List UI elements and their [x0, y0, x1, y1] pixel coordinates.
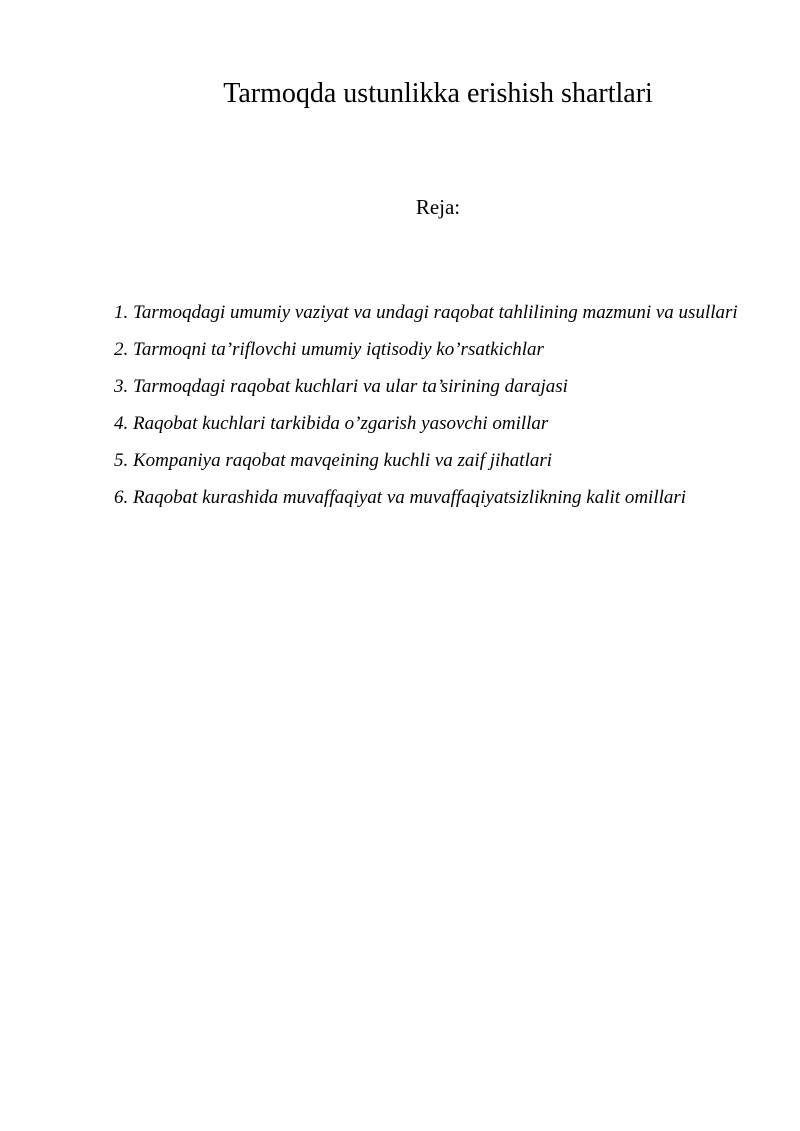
plan-item-number: 5. — [114, 450, 129, 471]
plan-item-text: Raqobat kuchlari tarkibida o’zgarish yasovchi omillar — [133, 413, 549, 434]
plan-item-number: 4. — [114, 413, 129, 434]
plan-item-number: 2. — [114, 339, 129, 360]
plan-item-4 — [114, 405, 744, 442]
plan-item-number: 6. — [114, 487, 129, 508]
plan-item-text: Tarmoqdagi raqobat kuchlari va ular ta’sirining darajasi — [133, 376, 568, 397]
plan-item-3 — [114, 368, 744, 405]
plan-item-5 — [114, 442, 744, 479]
plan-heading: Reja: — [415, 195, 461, 219]
plan-item-2 — [114, 331, 744, 368]
plan-item-text: Tarmoqdagi umumiy vaziyat va undagi raqobat tahlilining mazmuni va usullari — [133, 302, 738, 323]
plan-item-text: Tarmoqni ta’riflovchi umumiy iqtisodiy ko’rsatkichlar — [133, 339, 544, 360]
plan-item-text: Raqobat kurashida muvaffaqiyat va muvaffaqiyatsizlikning kalit omillari — [133, 487, 687, 508]
plan-item-1 — [114, 294, 744, 331]
document-title: Tarmoqda ustunlikka erishish shartlari — [223, 78, 653, 109]
plan-list — [114, 294, 744, 516]
plan-item-number: 3. — [114, 376, 129, 397]
plan-item-text: Kompaniya raqobat mavqeining kuchli va zaif jihatlari — [133, 450, 553, 471]
plan-item-6 — [114, 479, 744, 516]
plan-item-number: 1. — [114, 302, 129, 323]
